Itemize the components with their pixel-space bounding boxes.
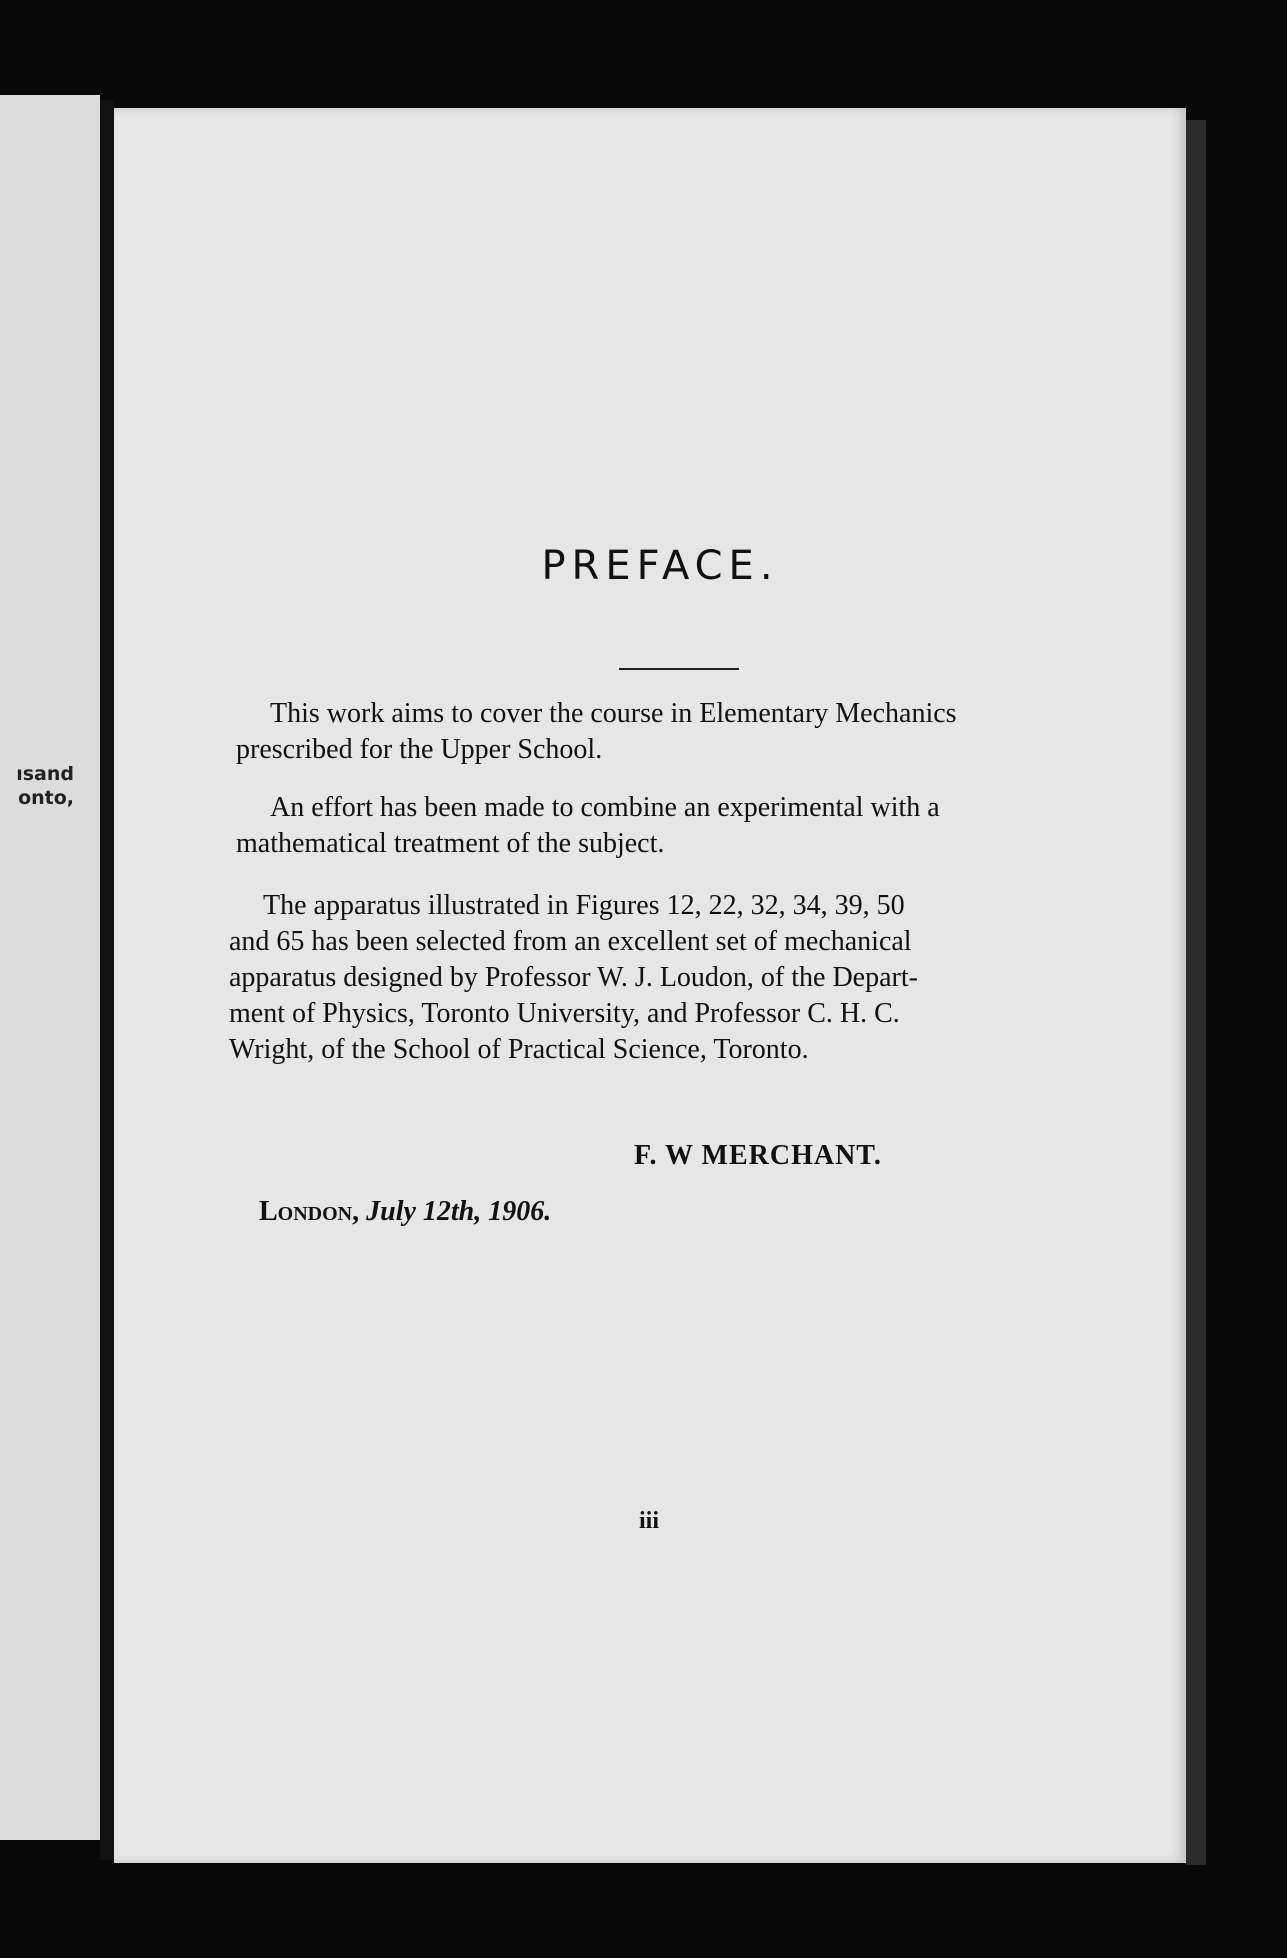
page-edge: [1186, 120, 1206, 1865]
left-facing-page: [0, 95, 100, 1840]
preface-page: [114, 108, 1186, 1863]
title-rule: [619, 668, 739, 670]
paragraph-line: Wright, of the School of Practical Science, Toronto.: [229, 1034, 809, 1065]
left-page-fragment: onto,: [18, 787, 74, 809]
paragraph-line: prescribed for the Upper School.: [236, 734, 603, 765]
paragraph-line: An effort has been made to combine an experimental with a: [270, 792, 940, 823]
paragraph-3: [229, 888, 1129, 1068]
paragraph-line: mathematical treatment of the subject.: [236, 828, 665, 859]
paragraph-line: This work aims to cover the course in Elementary Mechanics: [270, 698, 957, 729]
dateline-date: July 12th, 1906.: [366, 1196, 552, 1227]
dateline: [259, 1196, 551, 1228]
gutter: [100, 100, 114, 1860]
paragraph-line: ment of Physics, Toronto University, and Professor C. H. C.: [229, 998, 900, 1029]
author-signature: F. W MERCHANT.: [634, 1140, 882, 1171]
page-number: iii: [639, 1508, 660, 1534]
paragraph-line: apparatus designed by Professor W. J. Loudon, of the Depart-: [229, 962, 918, 993]
paragraph-2: [236, 790, 1136, 862]
left-page-fragment: ısand: [16, 763, 74, 785]
paragraph-1: [236, 696, 1136, 768]
page-title: PREFACE.: [541, 543, 779, 589]
paragraph-line: and 65 has been selected from an excellent set of mechanical: [229, 926, 912, 957]
dateline-city: London,: [259, 1196, 360, 1227]
paragraph-line: The apparatus illustrated in Figures 12, 22, 32, 34, 39, 50: [263, 890, 905, 921]
